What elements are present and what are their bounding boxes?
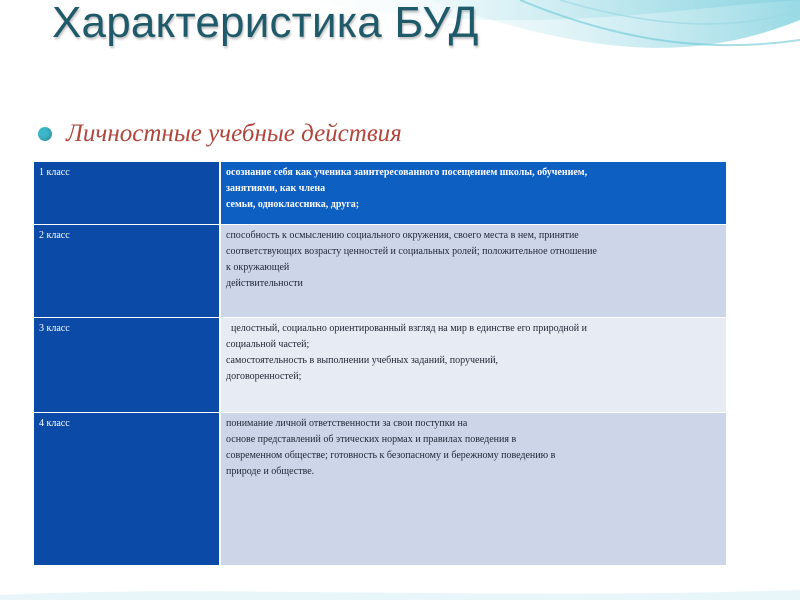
class-cell: 4 класс (34, 413, 221, 565)
description-cell (221, 413, 726, 565)
table-row (34, 225, 726, 318)
description-line: целостный, социально ориентированный взгляд на мир в единстве его природной и (226, 323, 587, 334)
description-line: социальной частей; (226, 339, 310, 350)
description-line: понимание личной ответственности за свои поступки на (226, 418, 468, 429)
description-cell (221, 225, 726, 317)
table-row (34, 162, 726, 225)
description-line: самостоятельность в выполнении учебных заданий, поручений, (226, 355, 499, 366)
description-line: договоренностей; (226, 371, 302, 382)
description-line: природе и обществе. (226, 466, 315, 477)
description-line: действительности (226, 278, 303, 289)
description-line: соответствующих возрасту ценностей и социальных ролей; положительное отношение (226, 246, 597, 257)
description-cell (221, 318, 726, 412)
class-cell: 1 класс (34, 162, 221, 224)
slide-title: Характеристика БУД (52, 0, 479, 47)
table-row (34, 413, 726, 566)
class-cell: 3 класс (34, 318, 221, 412)
description-cell (221, 162, 726, 224)
description-line: осознание себя как ученика заинтересованного посещением школы, обучением, (226, 167, 588, 178)
description-line: семьи, одноклассника, друга; (226, 199, 360, 210)
description-line: основе представлений об этических нормах и правилах поведения в (226, 434, 517, 445)
class-cell: 2 класс (34, 225, 221, 317)
characteristics-table (34, 162, 726, 566)
subtitle-row (38, 120, 402, 148)
subtitle: Личностные учебные действия (66, 120, 402, 147)
table-row (34, 318, 726, 413)
description-line: современном обществе; готовность к безопасному и бережному поведению в (226, 450, 556, 461)
bullet-icon (38, 127, 52, 141)
description-line: к окружающей (226, 262, 290, 273)
description-line: способность к осмыслению социального окружения, своего места в нем, принятие (226, 230, 579, 241)
description-line: занятиями, как члена (226, 183, 326, 194)
